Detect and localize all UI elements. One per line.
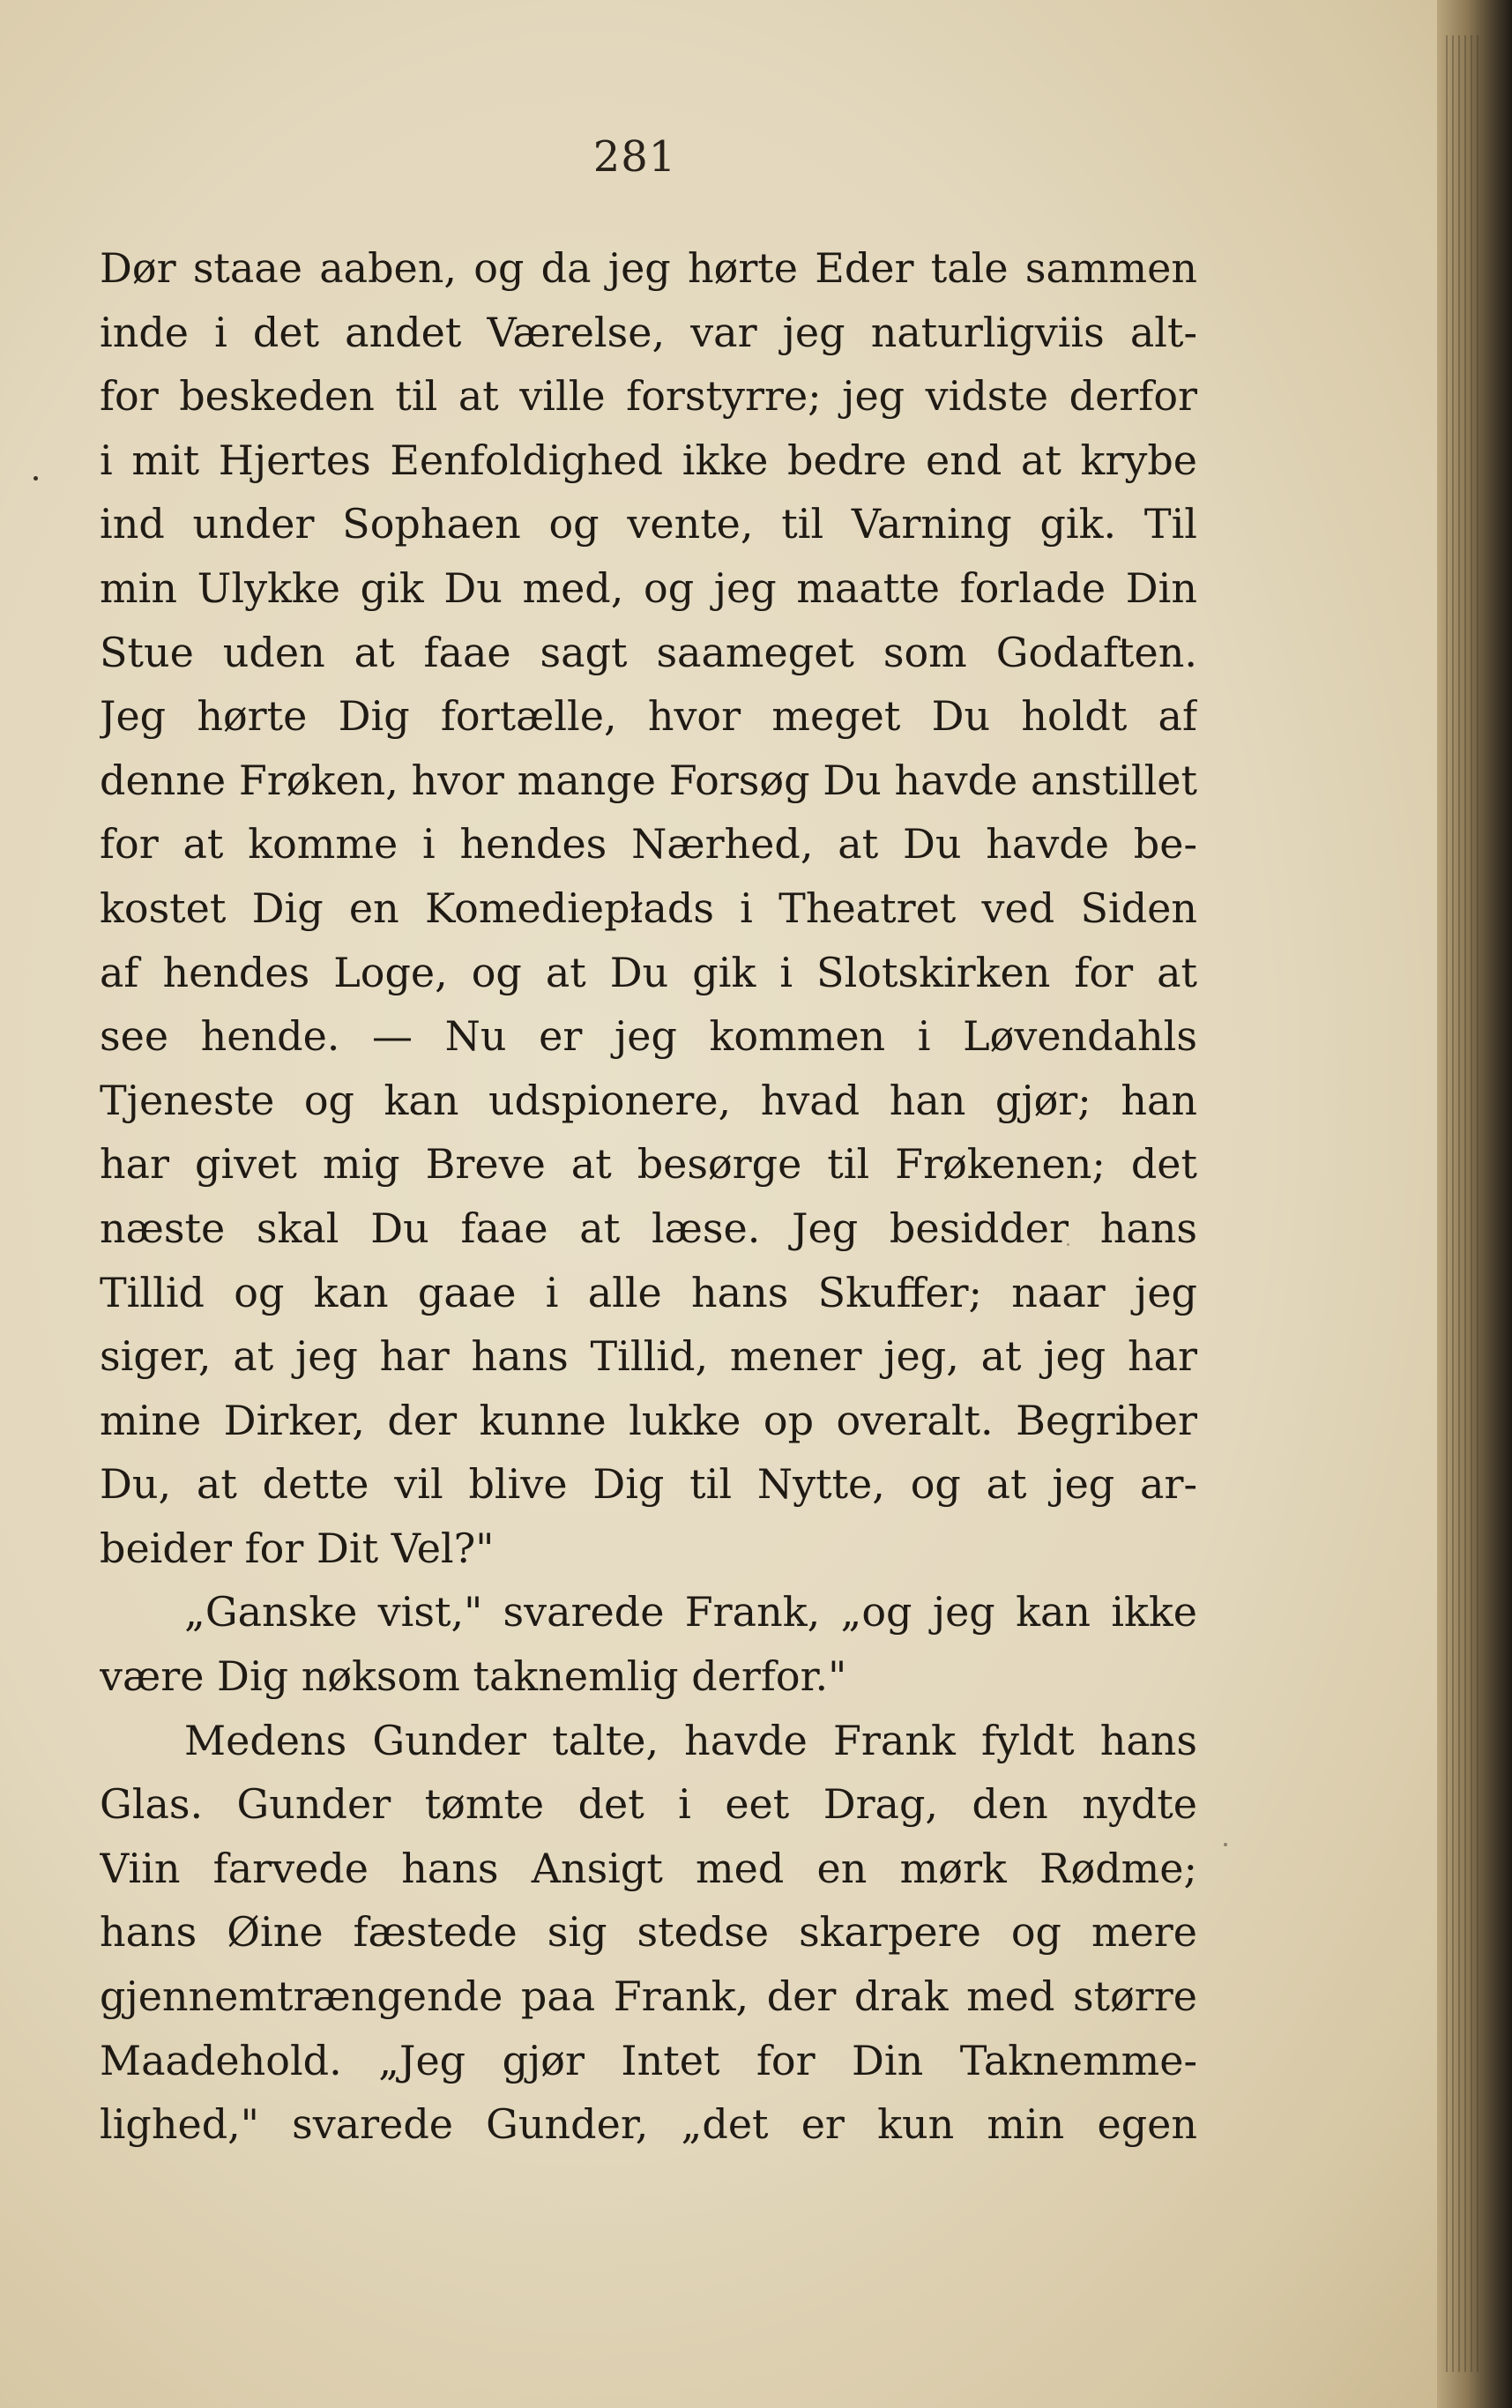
text-line: i mit Hjertes Eenfoldighed ikke bedre end at krybe [100, 436, 1197, 484]
body-text [100, 236, 1197, 2157]
text-line: ind under Sophaen og vente, til Varning gik. Til [100, 500, 1197, 548]
text-line: Du, at dette vil blive Dig til Nytte, og at jeg ar- [100, 1460, 1197, 1509]
text-line: „Ganske vist," svarede Frank, „og jeg kan ikke [184, 1588, 1197, 1636]
text-line: gjennemtrængende paa Frank, der drak med større [100, 1972, 1197, 2021]
text-line: Maadehold. „Jeg gjør Intet for Din Taknemme- [100, 2036, 1197, 2084]
text-line: for at komme i hendes Nærhed, at Du havde be- [100, 820, 1197, 869]
text-line: for beskeden til at ville forstyrre; jeg vidste derfor [100, 372, 1197, 421]
text-line: Glas. Gunder tømte det i eet Drag, den nydte [100, 1780, 1197, 1829]
text-line: være Dig nøksom taknemlig derfor." [100, 1652, 847, 1701]
text-line: af hendes Loge, og at Du gik i Slotskirken for at [100, 948, 1197, 996]
text-line: kostet Dig en Komediepłads i Theatret ved Siden [100, 883, 1197, 932]
text-line: Medens Gunder talte, havde Frank fyldt hans [184, 1716, 1197, 1764]
text-line: denne Frøken, hvor mange Forsøg Du havde anstillet [100, 756, 1197, 804]
text-line: lighed," svarede Gunder, „det er kun min egen [100, 2100, 1197, 2149]
text-line: hans Øine fæstede sig stedse skarpere og mere [100, 1908, 1197, 1957]
text-line: Jeg hørte Dig fortælle, hvor meget Du holdt af [100, 692, 1197, 741]
text-line: næste skal Du faae at læse. Jeg besidder hans [100, 1204, 1197, 1252]
text-line: siger, at jeg har hans Tillid, mener jeg, at jeg har [100, 1332, 1197, 1381]
text-line: beider for Dit Vel?" [100, 1524, 495, 1572]
text-line: inde i det andet Værelse, var jeg naturligviis alt- [100, 308, 1197, 356]
page-number: 281 [592, 132, 677, 182]
paper-speck [1224, 1843, 1227, 1846]
page-edge-texture [1446, 35, 1481, 2372]
paper-speck [1067, 1243, 1069, 1246]
text-line: Viin farvede hans Ansigt med en mørk Rødme; [100, 1844, 1197, 1892]
text-line: min Ulykke gik Du med, og jeg maatte forlade Din [100, 563, 1197, 612]
text-line: Stue uden at faae sagt saameget som Godaften. [100, 628, 1197, 676]
text-line: har givet mig Breve at besørge til Frøkenen; det [100, 1140, 1197, 1189]
text-line: Tjeneste og kan udspionere, hvad han gjør; han [100, 1076, 1197, 1124]
text-line: Tillid og kan gaae i alle hans Skuffer; naar jeg [100, 1268, 1197, 1316]
text-line: see hende. — Nu er jeg kommen i Løvendahls [100, 1012, 1197, 1061]
paper-speck [34, 476, 38, 481]
text-line: Dør staae aaben, og da jeg hørte Eder tale sammen [100, 244, 1197, 292]
text-line: mine Dirker, der kunne lukke op overalt. Begriber [100, 1396, 1197, 1444]
